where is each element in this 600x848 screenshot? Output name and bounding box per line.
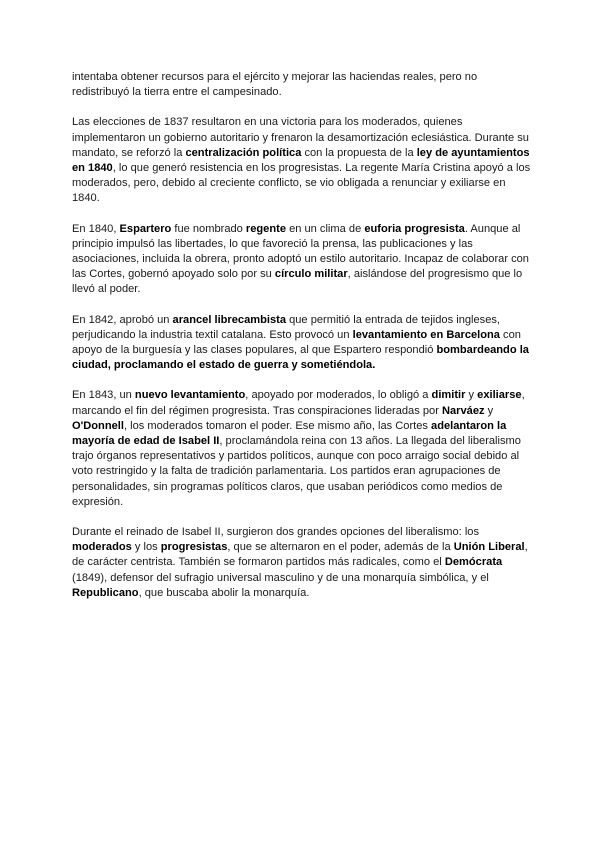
bold-text: Espartero [119, 222, 172, 235]
bold-text: levantamiento en Barcelona [352, 328, 500, 341]
text-run: , aislándose del progresismo que lo llevó al poder. [72, 268, 523, 296]
text-run: y [484, 404, 494, 417]
text-run: , de carácter centrista. También se formaron partidos más radicales, como el [72, 541, 528, 569]
paragraph [72, 388, 532, 510]
text-run: intentaba obtener recursos para el ejército y mejorar las haciendas reales, pero no redistribuyó la tierra entre el campesinado. [72, 71, 478, 99]
paragraph [72, 222, 532, 298]
bold-text: nuevo levantamiento [134, 389, 246, 402]
text-run: Durante el reinado de Isabel II, surgieron dos grandes opciones del liberalismo: los [72, 526, 480, 539]
text-run: , proclamándola reina con 13 años. La llegada del liberalismo trajo órganos representativos y partidos políticos, aunque con poco arraigo social debido al voto restringido y la falta de tradición parlamentaria. Los partidos eran agrupaciones de personalidades, sin programas políticos claros, que usaban periódicos como medios de expresión. [72, 435, 521, 508]
bold-text: Demócrata [444, 556, 503, 569]
text-run: , apoyado por moderados, lo obligó a [245, 389, 432, 402]
bold-text: moderados [72, 541, 132, 554]
text-run: fue nombrado [171, 222, 246, 235]
bold-text: centralización política [185, 146, 302, 159]
text-run: Las elecciones de 1837 resultaron en una victoria para los moderados, quienes implementaron un gobierno autoritario y frenaron la desamortización eclesiástica. Durante su mandato, se reforzó la [72, 116, 529, 159]
bold-text: progresistas [160, 541, 228, 554]
text-run: En 1843, un [72, 389, 135, 402]
text-run: en un clima de [286, 222, 365, 235]
text-run: con apoyo de la burguesía y las clases populares, al que Espartero respondió [72, 328, 521, 357]
bold-text: Republicano [72, 586, 139, 599]
text-run: (1849), defensor del sufragio universal masculino y de una monarquía simbólica, y el [72, 571, 489, 584]
text-run: En 1840, [72, 222, 120, 235]
text-run: En 1842, aprobó un [72, 313, 173, 326]
text-run: que permitió la entrada de tejidos ingleses, perjudicando la industria textil catalana. Esto provocó un [72, 313, 501, 341]
text-run: y los [131, 541, 161, 554]
text-run: . Aunque al principio impulsó las libertades, lo que favoreció la prensa, las publicaciones y las asociaciones, incluida la obrera, pronto adoptó un estilo autoritario. Incapaz de colaborar con las Cortes, gobernó apoyado solo por su [72, 222, 529, 281]
bold-text: adelantaron la mayoría de edad de Isabel II [72, 419, 507, 448]
bold-text: Unión Liberal [453, 541, 525, 554]
text-run: , que se alternaron en el poder, además de la [227, 541, 454, 554]
paragraph [72, 70, 532, 100]
paragraph [72, 115, 532, 206]
paragraph [72, 313, 532, 374]
bold-text: O'Donnell [72, 419, 124, 432]
text-run: , los moderados tomaron el poder. Ese mismo año, las Cortes [123, 419, 432, 432]
bold-text: bombardeando la ciudad, proclamando el estado de guerra y sometiéndola. [72, 344, 529, 372]
text-run: con la propuesta de la [301, 146, 417, 159]
bold-text: regente [245, 222, 286, 235]
text-run: , lo que generó resistencia en los progresistas. La regente María Cristina apoyó a los moderados, pero, debido al creciente conflicto, se vio obligada a renunciar y exiliarse en 1840. [72, 162, 531, 205]
bold-text: círculo militar [274, 268, 348, 281]
bold-text: ley de ayuntamientos en 1840 [72, 146, 530, 175]
bold-text: exiliarse [477, 389, 522, 402]
bold-text: Narváez [441, 404, 485, 417]
text-run: y [465, 389, 478, 402]
bold-text: dimitir [431, 389, 466, 402]
text-run: , que buscaba abolir la monarquía. [138, 586, 310, 599]
document-body [72, 70, 532, 616]
bold-text: arancel librecambista [172, 313, 287, 326]
text-run: , marcando el fin del régimen progresista. Tras conspiraciones lideradas por [72, 389, 525, 417]
bold-text: euforia progresista [364, 222, 465, 235]
paragraph [72, 525, 532, 601]
